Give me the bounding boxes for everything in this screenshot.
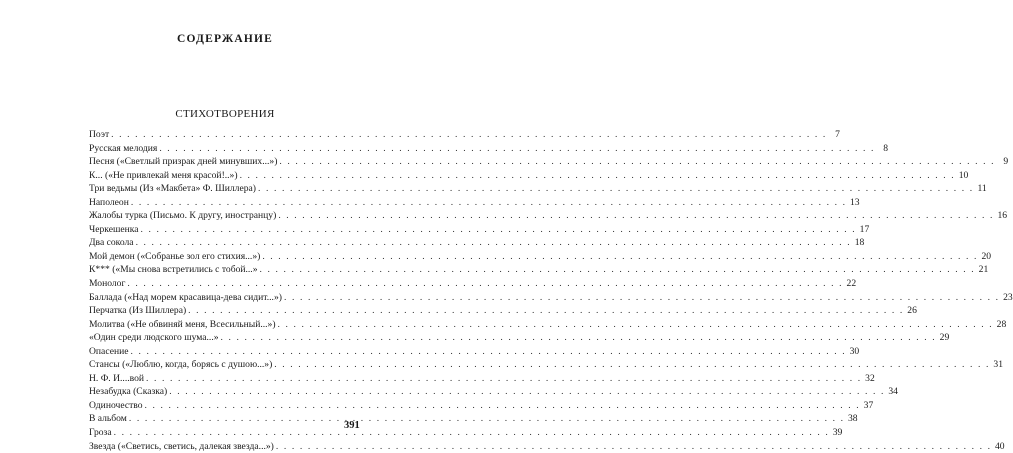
toc-entry-title: Поэт: [89, 129, 110, 140]
toc-entry: [89, 236, 865, 250]
toc-entry-page: 37: [863, 399, 874, 411]
toc-entry-title: Звезда («Светись, светись, далекая звезда...»): [89, 440, 274, 452]
toc-entry-title: Песня («Светлый призрак дней минувших...»): [89, 156, 278, 168]
toc-entry: [89, 128, 840, 142]
toc-entry: [89, 182, 987, 196]
toc-entry-page: 31: [993, 359, 1004, 371]
toc-entry: [89, 304, 917, 318]
toc-entry-title: Монолог: [89, 278, 126, 290]
toc-entry: [89, 155, 1009, 169]
toc-entry: [89, 331, 950, 345]
toc-entry: [89, 291, 1013, 305]
toc-entry-title: Одиночество: [89, 399, 143, 411]
toc-entry-page: 17: [859, 223, 870, 235]
toc-entry-title: Мой демон («Собранье зол его стихия...»): [89, 250, 261, 262]
toc-entry-page: 32: [865, 372, 875, 384]
toc-entry: [89, 142, 889, 156]
toc-entry-page: 40: [995, 440, 1005, 452]
dot-leader: [278, 209, 994, 223]
toc-entry: [89, 209, 1008, 223]
toc-entry-title: Перчатка (Из Шиллера): [89, 305, 187, 317]
toc-entry: [89, 250, 992, 264]
dot-leader: [169, 385, 885, 399]
contents-heading: СОДЕРЖАНИЕ: [176, 33, 274, 45]
toc-entry-page: 34: [888, 386, 898, 398]
toc-entry-page: 20: [981, 250, 992, 262]
toc-entry-page: 23: [1003, 291, 1013, 303]
toc-entry-title: К... («Не привлекай меня красой!..»): [89, 169, 238, 181]
toc-entry: [89, 318, 1007, 332]
toc-entry: [89, 345, 860, 359]
toc-entry: [89, 223, 870, 237]
dot-leader: [159, 142, 875, 156]
dot-leader: [262, 250, 978, 264]
dot-leader: [131, 196, 847, 210]
toc-entry-page: 39: [832, 427, 843, 439]
toc-entry: [89, 196, 860, 210]
section-title: СТИХОТВОРЕНИЯ: [175, 108, 275, 120]
toc-entry-title: Гроза: [89, 427, 112, 439]
toc-entry-title: Два сокола: [89, 237, 134, 249]
toc-entry-title: Баллада («Над морем красавица-дева сидит...»): [89, 291, 282, 303]
dot-leader: [188, 304, 904, 318]
toc-entry-title: Три ведьмы (Из «Макбета» Ф. Шиллера): [89, 183, 256, 195]
toc-entry-page: 30: [849, 345, 860, 357]
toc-entry-title: Опасение: [89, 345, 129, 357]
dot-leader: [278, 318, 994, 332]
toc-entry-title: Наполеон: [89, 196, 129, 208]
toc-entry-title: В альбом: [89, 413, 127, 425]
dot-leader: [260, 263, 976, 277]
dot-leader: [127, 277, 843, 291]
toc-entry-title: «Один среди людского шума...»: [89, 332, 219, 344]
toc-entry-page: 7: [835, 129, 840, 140]
dot-leader: [111, 128, 827, 142]
toc-entry-page: 26: [907, 305, 917, 317]
dot-leader: [221, 331, 937, 345]
dot-leader: [146, 372, 862, 386]
toc-entry-page: 11: [977, 183, 987, 195]
toc-entry-title: Н. Ф. И....вой: [89, 372, 145, 384]
toc-entry: [89, 385, 898, 399]
toc-entry-title: Молитва («Не обвиняй меня, Всесильный...»): [89, 318, 276, 330]
toc-entry-page: 18: [854, 237, 865, 249]
toc-entry-page: 21: [978, 264, 989, 276]
dot-leader: [145, 399, 861, 413]
toc-entry-title: Черкешенка: [89, 223, 139, 235]
toc-entry-page: 29: [939, 332, 950, 344]
toc-entry-title: К*** («Мы снова встретились с тобой...»: [89, 264, 258, 276]
dot-leader: [274, 358, 990, 372]
dot-leader: [284, 291, 1000, 305]
page-number: 391: [344, 420, 360, 431]
dot-leader: [276, 440, 992, 453]
toc-entry: [89, 277, 857, 291]
dot-leader: [240, 169, 956, 183]
dot-leader: [279, 155, 995, 169]
toc-entry-title: Незабудка (Сказка): [89, 386, 168, 398]
dot-leader: [258, 182, 974, 196]
dot-leader: [129, 412, 845, 426]
dot-leader: [114, 426, 830, 440]
toc-entry: [89, 358, 1004, 372]
toc-entry-page: 9: [1003, 156, 1009, 168]
toc-entry-page: 22: [846, 278, 857, 290]
toc-entry: [89, 169, 969, 183]
toc-entry-page: 13: [849, 196, 860, 208]
toc-entry-title: Жалобы турка (Письмо. К другу, иностранцу): [89, 210, 277, 222]
toc-entry-title: Русская мелодия: [89, 142, 158, 154]
toc-entry: [89, 399, 874, 413]
dot-leader: [141, 223, 857, 237]
dot-leader: [130, 345, 846, 359]
dot-leader: [136, 236, 852, 250]
toc-entry: [89, 440, 1005, 453]
toc-entry-page: 38: [848, 413, 858, 425]
toc-entry: [89, 426, 843, 440]
toc-entry-page: 28: [996, 318, 1007, 330]
toc-entry-page: 10: [958, 169, 969, 181]
toc-entry-title: Стансы («Люблю, когда, борясь с душою...»): [89, 359, 273, 371]
toc-entry: [89, 263, 989, 277]
toc-entry-page: 8: [883, 142, 889, 154]
toc-entry-page: 16: [997, 210, 1008, 222]
toc-entry: [89, 372, 875, 386]
